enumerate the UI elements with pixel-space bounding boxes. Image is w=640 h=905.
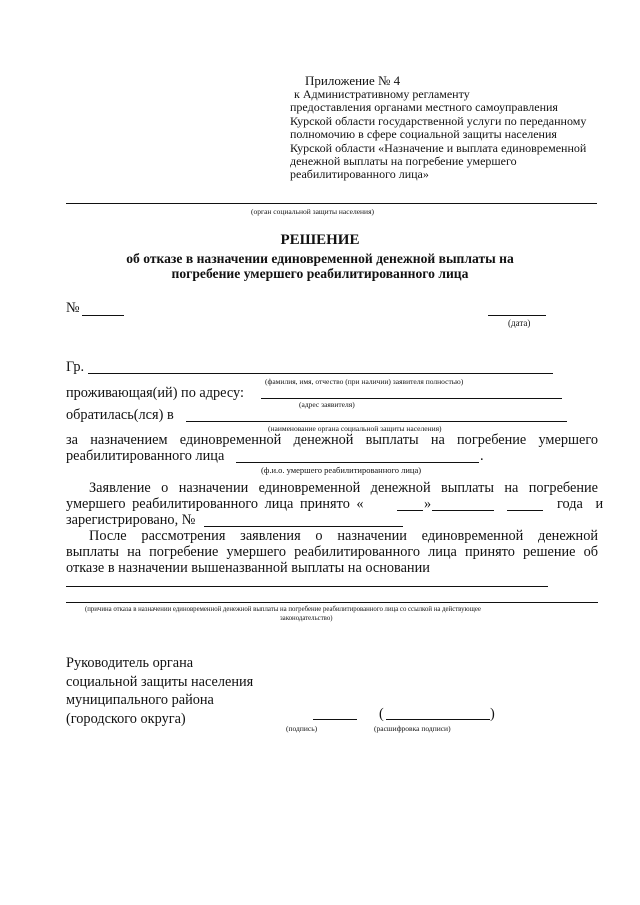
- appendix-line: Курской области государственной услуги по переданному: [290, 113, 587, 128]
- document-subtitle-1: об отказе в назначении единовременной денежной выплаты на: [126, 251, 514, 266]
- para1-line-2a: умершего реабилитированного лица принято «: [66, 496, 364, 512]
- appendix-line: реабилитированного лица»: [290, 167, 429, 182]
- appendix-line: предоставления органами местного самоуправления: [290, 100, 558, 115]
- organ-caption: (орган социальной защиты населения): [251, 207, 375, 216]
- para1-line-2b: »: [424, 496, 432, 512]
- address-caption: (адрес заявителя): [299, 400, 355, 409]
- document-subtitle-2: погребение умершего реабилитированного лица: [171, 266, 469, 281]
- organ-name-field[interactable]: [186, 421, 567, 422]
- year-field[interactable]: [507, 510, 543, 511]
- appendix-line: к Административному регламенту: [294, 87, 470, 101]
- day-field[interactable]: [397, 510, 423, 511]
- month-field[interactable]: [432, 510, 494, 511]
- decoding-field[interactable]: [386, 719, 490, 720]
- signatory-line: муниципального района: [66, 692, 214, 709]
- signature-field[interactable]: [313, 719, 357, 720]
- reason-caption-2: законодательство): [280, 615, 333, 622]
- para2-line-1: После рассмотрения заявления о назначении единовременной денежной: [89, 528, 598, 544]
- signatory-title: [66, 654, 253, 728]
- address-label: проживающая(ий) по адресу:: [66, 385, 244, 401]
- citizen-label: Гр.: [66, 359, 85, 375]
- applied-label: обратилась(лся) в: [66, 407, 174, 423]
- signatory-line: социальной защиты населения: [66, 673, 254, 690]
- signatory-line: (городского округа): [66, 710, 186, 727]
- reason-field-2[interactable]: [66, 602, 598, 603]
- appendix-line: полномочию в сфере социальной защиты населения: [290, 127, 557, 142]
- reason-caption-1: (причина отказа в назначении единовременной денежной выплаты на погребение реабилитированного лица со ссылкой на действующее: [85, 606, 481, 613]
- para2-line-2: выплаты на погребение умершего реабилитированного лица принято решение об: [66, 544, 598, 560]
- appendix-title: Приложение № 4: [305, 73, 401, 88]
- para1-line-1: Заявление о назначении единовременной денежной выплаты на погребение: [89, 480, 598, 496]
- decoding-caption: (расшифровка подписи): [374, 724, 451, 733]
- appendix-header: [290, 74, 610, 182]
- citizen-name-field[interactable]: [88, 373, 553, 374]
- date-caption: (дата): [508, 318, 531, 328]
- organ-line: [66, 203, 597, 204]
- signatory-line: Руководитель органа: [66, 655, 194, 671]
- para1-line-3: зарегистрировано, №: [66, 512, 196, 528]
- open-paren: (: [379, 706, 384, 722]
- deceased-name-field[interactable]: [236, 462, 479, 463]
- purpose-line-1: за назначением единовременной денежной выплаты на погребение умершего: [66, 432, 598, 448]
- period: .: [480, 448, 484, 464]
- appendix-line: Курской области «Назначение и выплата единовременной: [290, 140, 587, 155]
- para1-line-2c: года и: [557, 496, 604, 512]
- document-title: РЕШЕНИЕ: [280, 232, 360, 248]
- address-field[interactable]: [261, 398, 562, 399]
- date-field[interactable]: [488, 315, 546, 316]
- deceased-caption: (ф.и.о. умершего реабилитированного лица): [261, 465, 422, 475]
- reason-field-1[interactable]: [66, 586, 548, 587]
- close-paren: ): [490, 706, 495, 722]
- appendix-line: денежной выплаты на погребение умершего: [290, 154, 517, 169]
- registration-number-field[interactable]: [204, 526, 403, 527]
- applied-caption: (наименование органа социальной защиты населения): [268, 424, 442, 433]
- number-field[interactable]: [82, 315, 124, 316]
- signature-caption: (подпись): [286, 724, 318, 733]
- citizen-caption: (фамилия, имя, отчество (при наличии) заявителя полностью): [265, 377, 464, 386]
- para2-line-3: отказе в назначении вышеназванной выплаты на основании: [66, 560, 430, 576]
- purpose-line-2: реабилитированного лица: [66, 448, 225, 464]
- number-label: №: [66, 300, 80, 316]
